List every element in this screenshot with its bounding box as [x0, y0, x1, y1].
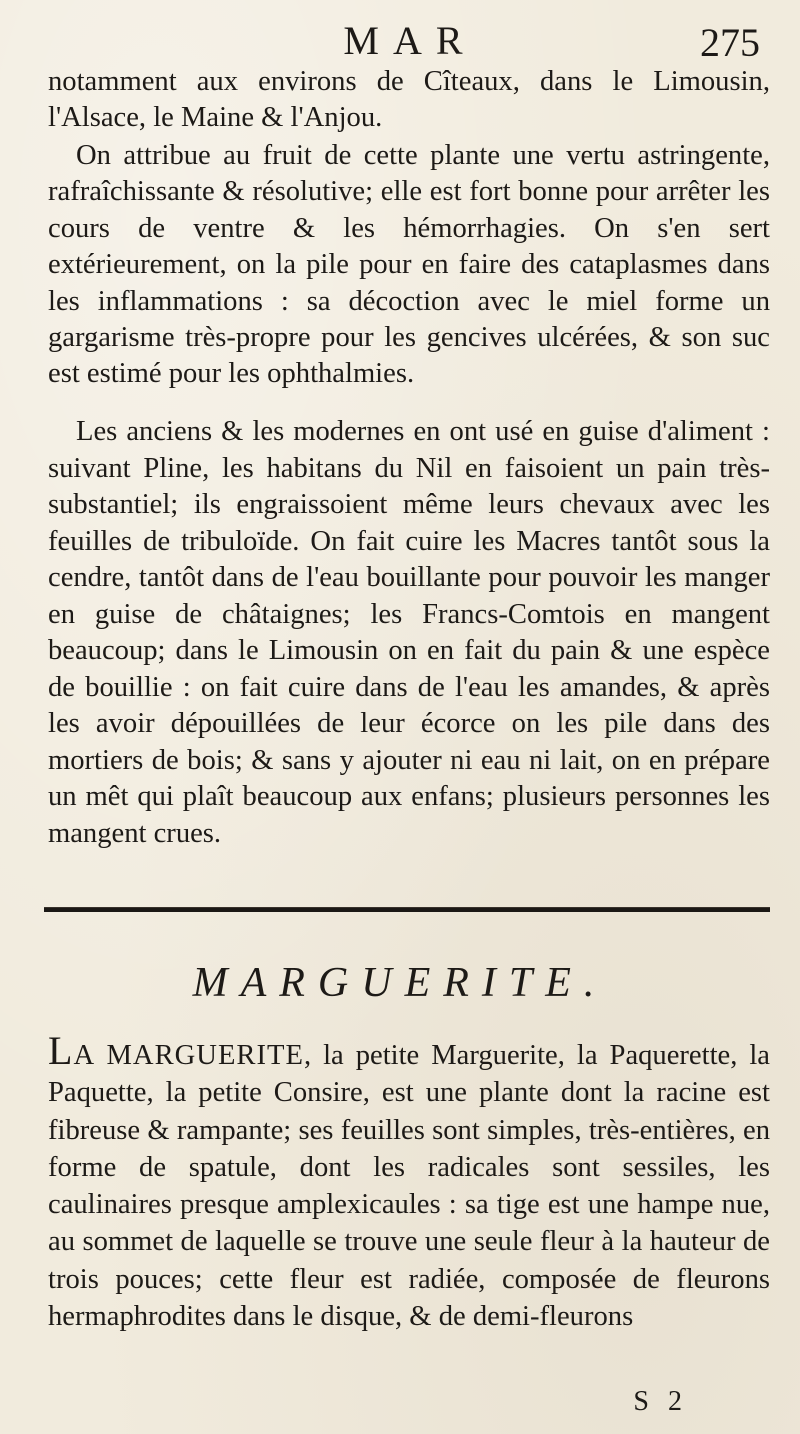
paragraph-text: [48, 1028, 770, 1335]
lead-small-caps: A MARGUERITE: [73, 1040, 304, 1071]
paragraph-continuation: [48, 64, 770, 136]
paragraph-text: Les anciens & les modernes en ont usé en guise d'aliment : suivant Pline, les habitans du Nil en faisoient un pain très-substantiel; ils engraissoient même leurs chevaux avec les feuilles de tribuloïde. On fait cuire les Macres tantôt sous la cendre, tantôt dans de l'eau bouillante pour pouvoir les manger en guise de châtaignes; les Francs-Comtois en mangent beaucoup; dans le Limousin on en fait du pain & une espèce de bouillie : on fait cuire dans de l'eau les amandes, & après les avoir dépouillées de leur écorce on les pile dans des mortiers de bois; & sans y ajouter ni eau ni lait, on en prépare un mêt qui plaît beaucoup aux enfans; plusieurs personnes les mangent crues.: [48, 416, 770, 849]
signature-mark: S 2: [633, 1386, 688, 1417]
section-paragraph: [48, 1028, 770, 1335]
section-title: MARGUERITE.: [192, 960, 608, 1006]
drop-cap: L: [48, 1028, 74, 1073]
section-text: , la petite Marguerite, la Paquerette, la Paquette, la petite Consire, est une plante dont la racine est fibreuse & rampante; ses feuilles sont simples, très-entières, en forme de spatule, dont les radicales sont sessiles, les caulinaires presque amplexicaules : sa tige est une hampe nue, au sommet de laquelle se trouve une seule fleur à la hauteur de trois pouces; cette fleur est radiée, composée de fleurons hermaphrodites dans le disque, & de demi-fleurons: [48, 1040, 770, 1333]
paragraph-text: On attribue au fruit de cette plante une vertu astringente, rafraîchissante & résolutive; elle est fort bonne pour arrêter les cours de ventre & les hémorrhagies. On s'en sert extérieurement, on la pile pour en faire des cataplasmes dans les inflammations : sa décoction avec le miel forme un gargarisme très-propre pour les gencives ulcérées, & son suc est estimé pour les ophthalmies.: [48, 140, 770, 390]
paragraph-text: notamment aux environs de Cîteaux, dans le Limousin, l'Alsace, le Maine & l'Anjou.: [48, 66, 770, 133]
section-divider: [44, 907, 770, 912]
running-head: [0, 18, 800, 64]
page-number: 275: [700, 20, 760, 65]
running-title: MAR: [343, 18, 477, 63]
paragraph-properties: [48, 138, 770, 393]
paragraph-uses: [48, 414, 770, 852]
